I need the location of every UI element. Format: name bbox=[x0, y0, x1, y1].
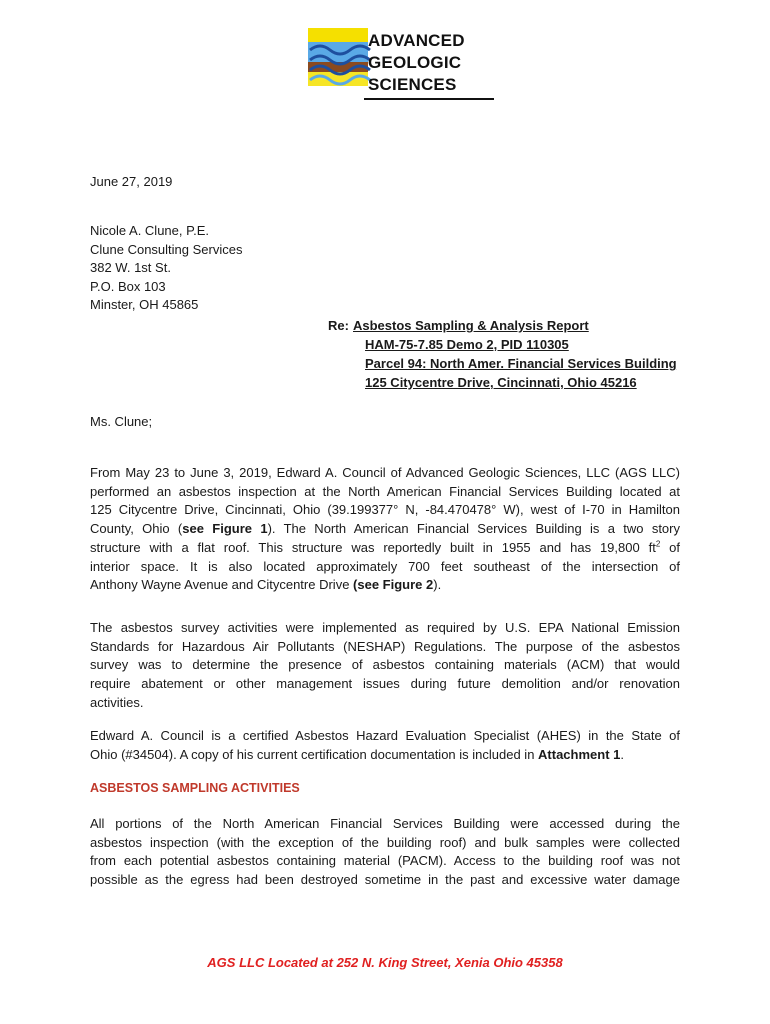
logo-line-1: ADVANCED bbox=[368, 31, 465, 50]
section-heading: ASBESTOS SAMPLING ACTIVITIES bbox=[90, 781, 300, 795]
p1-line-5: structure with a flat roof. This structure was reportedly built in 1955 and has 19,800 $ft^2$ of bbox=[90, 539, 680, 555]
p1-line-7: Anthony Wayne Avenue and Citycentre Drive (see Figure 2). bbox=[90, 577, 442, 593]
subject-line-2: HAM-75-7.85 Demo 2, PID 110305 bbox=[365, 337, 569, 352]
logo-line-2: GEOLOGIC bbox=[368, 53, 462, 72]
recipient-address bbox=[90, 222, 242, 315]
p4-line-2: asbestos inspection (with the exception of the building roof) and bulk samples were collected bbox=[90, 834, 680, 850]
company-logo bbox=[306, 28, 492, 104]
paragraph-sampling bbox=[90, 815, 680, 890]
subject-label: Re: bbox=[328, 318, 349, 333]
logo-underline bbox=[364, 98, 494, 100]
recipient-city: Minster, OH 45865 bbox=[90, 297, 199, 312]
p2-line-5: activities. bbox=[90, 694, 144, 710]
paragraph-certification bbox=[90, 727, 680, 764]
p2-line-1: The asbestos survey activities were implemented as required by U.S. EPA National Emission bbox=[90, 620, 680, 635]
p1-line-3: 125 Citycentre Drive, Cincinnati, Ohio (39.199377° N, -84.470478° W), west of I-70 in Hamilton bbox=[90, 502, 680, 518]
salutation: Ms. Clune; bbox=[90, 414, 153, 429]
p1-line-1: From May 23 to June 3, 2019, Edward A. Council of Advanced Geologic Sciences, LLC (AGS LLC) bbox=[90, 465, 680, 480]
p4-line-4: possible as the egress had been destroyed sometime in the past and excessive water damage bbox=[90, 872, 680, 888]
recipient-company: Clune Consulting Services bbox=[90, 241, 243, 257]
p1-line-4: County, Ohio (see Figure 1). The North American Financial Services Building is a two story bbox=[90, 521, 680, 537]
paragraph-purpose bbox=[90, 619, 680, 713]
footer-address: AGS LLC Located at 252 N. King Street, Xenia Ohio 45358 bbox=[207, 955, 563, 970]
recipient-pobox: P.O. Box 103 bbox=[90, 278, 166, 294]
recipient-street: 382 W. 1st St. bbox=[90, 260, 171, 275]
logo-line-3: SCIENCES bbox=[368, 75, 457, 94]
subject-line-1: Asbestos Sampling & Analysis Report bbox=[353, 318, 589, 333]
subject-line-4: 125 Citycentre Drive, Cincinnati, Ohio 45216 bbox=[365, 375, 637, 390]
p2-line-2: Standards for Hazardous Air Pollutants (NESHAP) Regulations. The purpose of the asbestos bbox=[90, 638, 680, 654]
wave-sun-logo-icon bbox=[306, 28, 376, 104]
p4-line-3: from each potential asbestos containing material (PACM). Access to the building roof was not bbox=[90, 853, 680, 869]
p3-line-1: Edward A. Council is a certified Asbestos Hazard Evaluation Specialist (AHES) in the State of bbox=[90, 728, 680, 743]
letter-date: June 27, 2019 bbox=[90, 174, 173, 189]
p1-line-2: performed an asbestos inspection at the North American Financial Services Building located at bbox=[90, 483, 680, 499]
p3-line-2: Ohio (#34504). A copy of his current certification documentation is included in Attachment 1. bbox=[90, 746, 625, 762]
p1-line-6: interior space. It is also located approximately 700 feet southeast of the intersection of bbox=[90, 558, 680, 574]
paragraph-intro bbox=[90, 464, 680, 595]
logo-text bbox=[368, 30, 465, 96]
p4-line-1: All portions of the North American Financial Services Building were accessed during the bbox=[90, 816, 680, 831]
p2-line-4: require abatement or other management issues during future demolition and/or renovation bbox=[90, 676, 680, 692]
recipient-name: Nicole A. Clune, P.E. bbox=[90, 223, 209, 238]
subject-line-3: Parcel 94: North Amer. Financial Services Building bbox=[365, 356, 677, 371]
subject-block bbox=[328, 316, 677, 392]
p2-line-3: survey was to determine the presence of asbestos containing materials (ACM) that would bbox=[90, 657, 680, 673]
